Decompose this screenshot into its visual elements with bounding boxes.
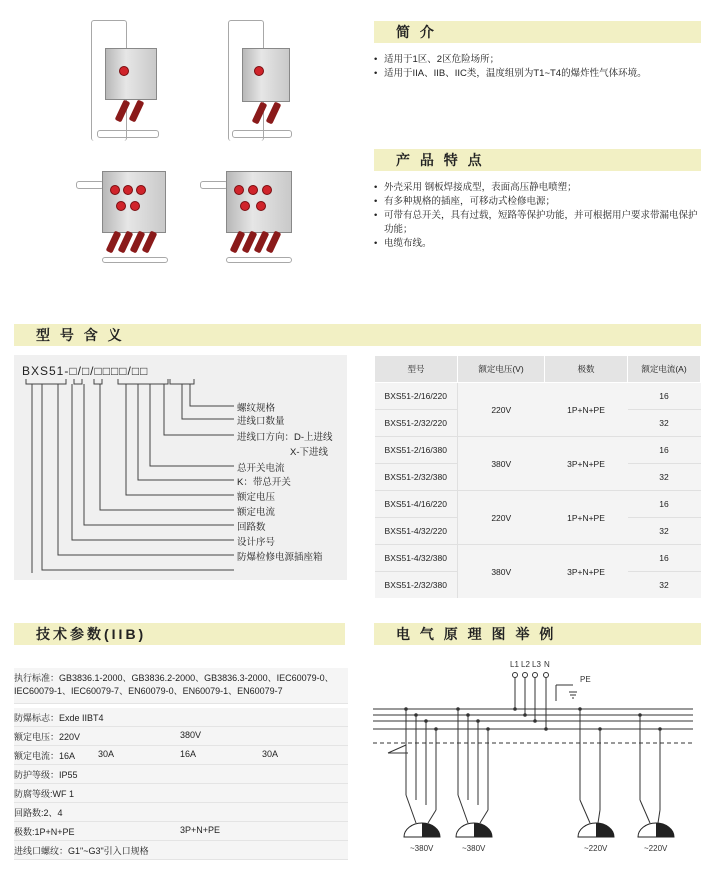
table-row — [375, 491, 701, 518]
param-row-circuits — [14, 803, 348, 822]
model-meaning-leader-lines — [14, 355, 347, 580]
model-cell: BXS51-2/16/220 — [375, 383, 458, 410]
poles-cell: 3P+N+PE — [545, 545, 628, 599]
param-anticorrosion: 防腐等级:WF 1 — [14, 789, 74, 799]
model-cell: BXS51-4/32/220 — [375, 518, 458, 545]
current-cell: 16 — [628, 437, 701, 464]
intro-header: 简 介 — [374, 21, 701, 43]
table-header: 额定电流(A) — [628, 356, 701, 383]
model-cell: BXS51-2/16/380 — [375, 437, 458, 464]
socket-symbol — [456, 823, 492, 837]
table-row — [375, 545, 701, 572]
param-row-poles — [14, 822, 348, 841]
param-current-2: 30A — [98, 749, 115, 759]
param-voltage-2: 380V — [180, 730, 202, 740]
model-label-circuits: 回路数 — [237, 522, 266, 533]
model-label-thread: 螺纹规格 — [237, 403, 276, 414]
intro-list — [374, 53, 701, 81]
line-label-l2: L2 — [521, 660, 530, 669]
table-row — [375, 437, 701, 464]
table-header: 额定电压(V) — [458, 356, 545, 383]
model-label-inlet-dir: 进线口方向：D-上进线 — [237, 432, 333, 443]
table-header: 型号 — [375, 356, 458, 383]
model-cell: BXS51-4/16/220 — [375, 491, 458, 518]
model-label-inlet-count: 进线口数量 — [237, 416, 285, 427]
model-label-main-switch-current: 总开关电流 — [237, 463, 285, 474]
current-cell: 32 — [628, 572, 701, 599]
param-current-3: 16A — [180, 749, 197, 759]
voltage-cell: 380V — [458, 545, 545, 599]
current-cell: 32 — [628, 410, 701, 437]
model-meaning-header: 型 号 含 义 — [14, 324, 701, 346]
param-current-4: 30A — [262, 749, 279, 759]
model-table — [374, 355, 701, 598]
table-header: 极数 — [545, 356, 628, 383]
model-label-inlet-dir-x: X-下进线 — [290, 447, 329, 458]
current-cell: 16 — [628, 545, 701, 572]
model-label-design-no: 设计序号 — [237, 537, 276, 548]
list-item: • 电缆布线。 — [374, 237, 701, 251]
circuit-header: 电 气 原 理 图 举 例 — [374, 623, 701, 645]
poles-cell: 1P+N+PE — [545, 491, 628, 545]
current-cell: 16 — [628, 491, 701, 518]
param-row-anticorrosion — [14, 784, 348, 803]
model-label-k: K：带总开关 — [237, 477, 291, 488]
socket-voltage-label: ~380V — [462, 844, 486, 853]
poles-cell: 3P+N+PE — [545, 437, 628, 491]
tech-params-header: 技术参数(IIB) — [14, 623, 345, 645]
param-poles-2: 3P+N+PE — [180, 825, 221, 835]
socket-voltage-label: ~220V — [644, 844, 668, 853]
product-photo-cart-2 — [200, 165, 300, 265]
product-photo-cart-1 — [76, 165, 176, 265]
param-thread: 进线口螺纹：G1"~G3"引入口规格 — [14, 846, 149, 856]
model-cell: BXS51-2/32/380 — [375, 464, 458, 491]
model-cell: BXS51-2/32/220 — [375, 410, 458, 437]
voltage-cell: 220V — [458, 491, 545, 545]
param-protection: 防护等级：IP55 — [14, 770, 78, 780]
line-label-n: N — [544, 660, 550, 669]
current-cell: 32 — [628, 518, 701, 545]
model-code: BXS51-□/□/□□□□/□□ — [22, 364, 149, 378]
poles-cell: 1P+N+PE — [545, 383, 628, 437]
param-circuits: 回路数:2、4 — [14, 808, 63, 818]
list-item: • 外壳采用 钢板焊接成型，表面高压静电喷塑； — [374, 181, 701, 195]
list-item: • 有多种规格的插座，可移动式检修电源； — [374, 195, 701, 209]
socket-symbol — [404, 823, 440, 837]
socket-symbol — [578, 823, 614, 837]
param-poles-1: 极数:1P+N+PE — [14, 827, 75, 837]
param-row-protection — [14, 765, 348, 784]
features-list — [374, 181, 701, 251]
socket-voltage-label: ~220V — [584, 844, 608, 853]
socket-symbol — [638, 823, 674, 837]
product-photo-trolley-2 — [218, 20, 308, 140]
list-item: • 可带有总开关，具有过载，短路等保护功能，并可根据用户要求带漏电保护功能； — [374, 209, 701, 237]
features-header: 产 品 特 点 — [374, 149, 701, 171]
line-label-l1: L1 — [510, 660, 519, 669]
circuit-diagram — [368, 655, 703, 865]
product-photo-trolley-1 — [85, 20, 175, 140]
line-label-l3: L3 — [532, 660, 541, 669]
param-voltage: 额定电压：220V — [14, 732, 81, 742]
model-label-current: 额定电流 — [237, 507, 276, 518]
model-label-voltage: 额定电压 — [237, 492, 276, 503]
param-row-ex — [14, 708, 348, 727]
table-row — [375, 383, 701, 410]
pe-label: PE — [580, 675, 591, 684]
current-cell: 32 — [628, 464, 701, 491]
param-row-current — [14, 746, 348, 765]
current-cell: 16 — [628, 383, 701, 410]
voltage-cell: 380V — [458, 437, 545, 491]
tech-params-table — [14, 668, 348, 860]
socket-voltage-label: ~380V — [410, 844, 434, 853]
param-row-voltage — [14, 727, 348, 746]
model-label-product: 防爆检修电源插座箱 — [237, 552, 323, 563]
param-ex-mark: 防爆标志：Exde IIBT4 — [14, 713, 104, 723]
param-row-thread — [14, 841, 348, 860]
voltage-cell: 220V — [458, 383, 545, 437]
model-cell: BXS51-4/32/380 — [375, 545, 458, 572]
param-standards: 执行标准：GB3836.1-2000、GB3836.2-2000、GB3836.3-2000、IEC60079-0、IEC60079-1、IEC60079-7、EN60079-0、EN60079-1、EN60079-7 — [14, 673, 334, 696]
param-current: 额定电流：16A — [14, 751, 76, 761]
list-item: • 适用于1区、2区危险场所； — [374, 53, 701, 67]
model-cell: BXS51-2/32/380 — [375, 572, 458, 599]
list-item: • 适用于IIA、IIB、IIC类，温度组别为T1~T4的爆炸性气体环境。 — [374, 67, 701, 81]
param-row-standards — [14, 668, 348, 704]
